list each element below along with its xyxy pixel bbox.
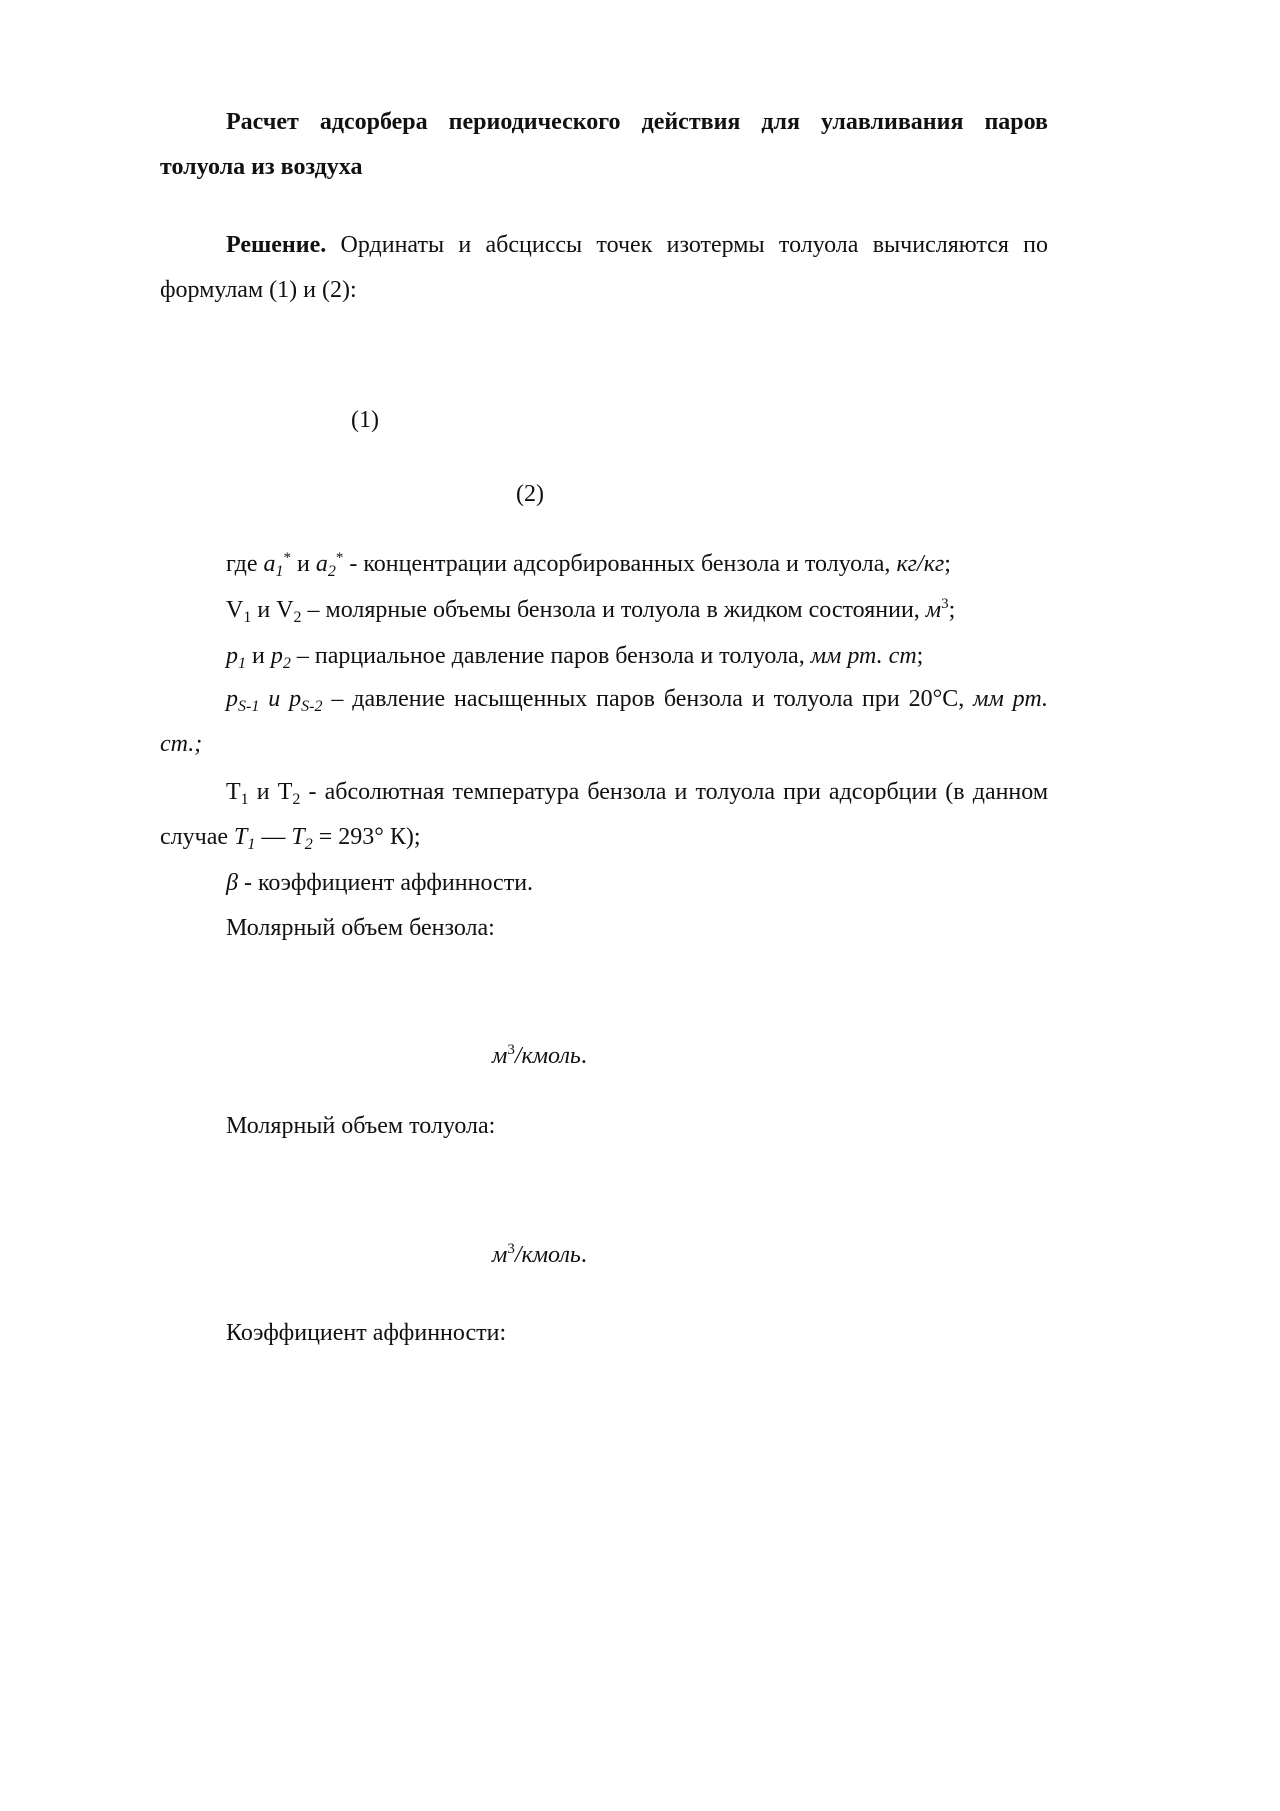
definition-saturated-pressure [160,677,1048,767]
benzene-unit-end: . [580,1043,587,1069]
def4-ps1-sub: S-1 [238,698,260,715]
def3-conj: и [246,643,271,669]
def5-eq-rest: = 293° К); [312,824,421,850]
def4-desc: – давление насыщенных паров бензола и толуола при 20°С, [322,686,974,712]
def3-p2: p [270,643,283,669]
def1-b-sub: 2 [327,563,336,580]
def4-p1: p [226,686,238,712]
def3-unit: мм рт. ст [804,643,917,669]
def3-desc: – парциальное давление паров бензола и толуола, [290,643,805,669]
benzene-molar-volume-label: Молярный объем бензола: [226,915,495,941]
def2-unit: м [919,597,942,623]
def4-ps2-sub: S-2 [301,698,323,715]
def2-desc: – молярные объемы бензола и толуола в жидком состоянии, [301,597,920,623]
toluene-unit-end: . [580,1242,587,1268]
def2-conj: и [251,597,277,623]
benzene-unit-rest: /кмоль [514,1043,581,1069]
def6-beta: β [226,870,238,896]
solution-label: Решение. [226,232,327,258]
def5-eq-dash: — [255,824,292,850]
def1-a-sub: 1 [275,563,284,580]
definition-absolute-temperature [160,770,1048,860]
def3-p2-sub: 2 [282,655,291,672]
def1-a-sup: * [283,550,292,566]
def2-v2-sub: 2 [293,609,302,626]
affinity-coefficient-label: Коэффициент аффинности: [226,1320,507,1346]
def2-v1: V [226,597,244,623]
def5-t2-sub: 2 [292,791,301,808]
def1-desc: - концентрации адсорбированных бензола и толуола, [343,551,891,577]
toluene-unit-rest: /кмоль [514,1242,581,1268]
def1-b-sup: * [335,550,344,566]
def3-p1-sub: 1 [238,655,246,672]
toluene-unit-m: м [492,1242,508,1268]
def4-conj: и [259,686,290,712]
benzene-unit-sup: 3 [507,1042,515,1058]
def2-end: ; [948,597,956,623]
definition-adsorbed-concentrations [226,549,951,579]
def3-p1: p [226,643,238,669]
def4-unit: мм рт. ст.; [160,686,1048,757]
toluene-molar-volume-unit [492,1240,587,1270]
def5-desc: - абсолютная температура бензола и толуола при адсорбции (в данном случае [160,779,1049,850]
def1-end: ; [944,551,951,577]
definition-affinity-coefficient [226,868,533,898]
def5-t1: Т [226,779,241,805]
def6-desc: - коэффициент аффинности. [237,870,534,896]
def1-unit: кг/кг [890,551,945,577]
equation-2-number: (2) [516,481,544,507]
def5-t1-sub: 1 [240,791,249,808]
document-title-text: Расчет адсорбера периодического действия для улавливания паров толуола из воздуха [160,109,1048,180]
def2-unit-sup: 3 [941,596,949,612]
def1-b: a [315,551,328,577]
definition-partial-pressure [226,641,923,671]
toluene-unit-sup: 3 [507,1241,515,1257]
benzene-unit-m: м [492,1043,508,1069]
def1-a: a [263,551,276,577]
def5-eq-t2: T [291,824,305,850]
toluene-molar-volume-label: Молярный объем толуола: [226,1113,496,1139]
solution-text: Ординаты и абсциссы точек изотермы толуола вычисляются по формулам (1) и (2): [160,232,1048,303]
def1-conj: и [291,551,316,577]
def3-end: ; [916,643,924,669]
def5-conj: и [248,779,278,805]
def1-lead: где [226,551,264,577]
def4-p2: p [289,686,302,712]
def5-eq-t1-sub: 1 [247,836,256,853]
definition-molar-volumes [226,595,955,625]
def5-eq-t1: T [234,824,248,850]
equation-1-number: (1) [351,407,379,433]
document-title [160,100,1048,190]
def2-v2: V [276,597,294,623]
benzene-molar-volume-unit [492,1041,587,1071]
def2-v1-sub: 1 [243,609,252,626]
def5-eq-t2-sub: 2 [304,836,313,853]
def5-t2: Т [277,779,293,805]
solution-paragraph [160,223,1048,313]
